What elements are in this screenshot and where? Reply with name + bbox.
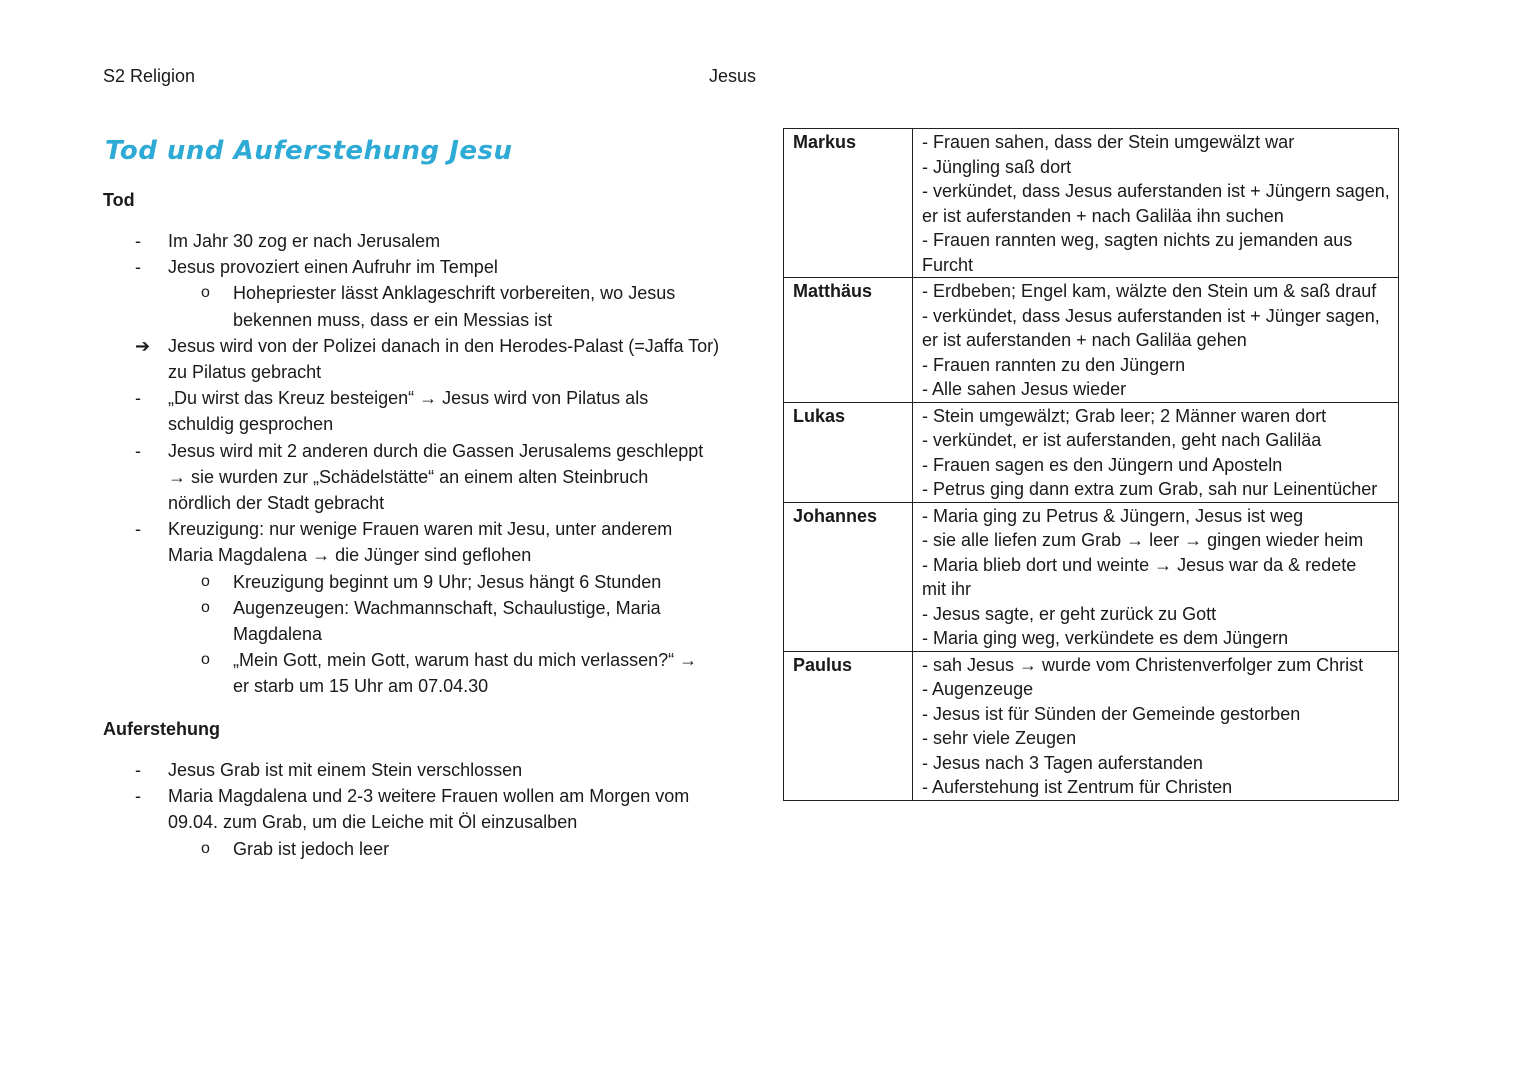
- gospel-row: [784, 502, 1399, 651]
- bullet-marker: -: [135, 440, 141, 461]
- gospel-description-line: - Maria ging weg, verkündete es dem Jüngern: [922, 628, 1289, 648]
- tod-line: [103, 385, 743, 411]
- gospel-row: [784, 402, 1399, 502]
- gospel-description: [913, 651, 1399, 800]
- gospel-comparison-table: [783, 128, 1399, 801]
- gospel-description-line: - Frauen sahen, dass der Stein umgewälzt war: [922, 132, 1295, 152]
- gospel-description-line: - Maria ging zu Petrus & Jüngern, Jesus ist weg: [922, 505, 1304, 526]
- gospel-description-line: - verkündet, dass Jesus auferstanden ist + Jünger sagen,: [922, 305, 1380, 326]
- gospel-description-line: - Jesus sagte, er geht zurück zu Gott: [922, 603, 1217, 624]
- gospel-description-line: - Frauen rannten weg, sagten nichts zu jemanden aus: [922, 230, 1353, 250]
- gospel-description-line: - sie alle liefen zum Grab → leer → gingen wieder heim: [922, 530, 1364, 550]
- gospel-name: Markus: [784, 129, 913, 278]
- tod-line: [103, 542, 743, 568]
- tod-line-text: „Mein Gott, mein Gott, warum hast du mich verlassen?“ →: [233, 650, 698, 671]
- auferstehung-heading: Auferstehung: [103, 719, 220, 739]
- tod-line-text: Jesus provoziert einen Aufruhr im Tempel: [168, 257, 498, 278]
- tod-line: [103, 411, 743, 437]
- gospel-description-line: - sah Jesus → wurde vom Christenverfolger zum Christ: [922, 654, 1364, 675]
- tod-line-text: „Du wirst das Kreuz besteigen“ → Jesus wird von Pilatus als: [168, 388, 649, 409]
- tod-line-text: Jesus wird mit 2 anderen durch die Gassen Jerusalems geschleppt: [168, 440, 704, 461]
- bullet-marker: ➔: [135, 335, 151, 356]
- gospel-description-line: - Frauen rannten zu den Jüngern: [922, 354, 1186, 375]
- gospel-description-line: - Petrus ging dann extra zum Grab, sah nur Leinentücher: [922, 479, 1378, 499]
- auferstehung-line: [103, 809, 743, 835]
- gospel-name: Paulus: [784, 651, 913, 800]
- tod-line-text: Kreuzigung: nur wenige Frauen waren mit Jesu, unter anderem: [168, 519, 673, 540]
- tod-line-text: bekennen muss, dass er ein Messias ist: [233, 309, 553, 330]
- auferstehung-line-text: Jesus Grab ist mit einem Stein verschlossen: [168, 760, 523, 780]
- bullet-marker: -: [135, 257, 141, 278]
- gospel-description: [913, 278, 1399, 403]
- bullet-marker: -: [135, 519, 141, 540]
- tod-line: [103, 228, 743, 254]
- bullet-marker: o: [201, 839, 210, 857]
- gospel-description: [913, 129, 1399, 278]
- gospel-row: [784, 129, 1399, 278]
- auferstehung-line-text: 09.04. zum Grab, um die Leiche mit Öl einzusalben: [168, 812, 578, 833]
- gospel-name: Johannes: [784, 502, 913, 651]
- gospel-description-line: - verkündet, dass Jesus auferstanden ist + Jüngern sagen,: [922, 181, 1390, 201]
- gospel-description: [913, 402, 1399, 502]
- gospel-row: [784, 651, 1399, 800]
- tod-line: [103, 673, 743, 699]
- gospel-name: Lukas: [784, 402, 913, 502]
- gospel-description-line: - Jesus nach 3 Tagen auferstanden: [922, 752, 1203, 773]
- tod-line-text: Kreuzigung beginnt um 9 Uhr; Jesus hängt 6 Stunden: [233, 571, 662, 592]
- tod-line-text: Hohepriester lässt Anklageschrift vorbereiten, wo Jesus: [233, 283, 676, 304]
- tod-line: [103, 569, 743, 595]
- gospel-description-line: er ist auferstanden + nach Galiläa ihn suchen: [922, 205, 1284, 226]
- tod-line: [103, 595, 743, 621]
- auferstehung-list: [103, 757, 743, 862]
- gospel-name: Matthäus: [784, 278, 913, 403]
- gospel-description-line: - Jüngling saß dort: [922, 156, 1072, 177]
- auferstehung-line: [103, 783, 743, 809]
- gospel-description-line: - Augenzeuge: [922, 679, 1034, 699]
- tod-line: [103, 464, 743, 490]
- tod-line-text: nördlich der Stadt gebracht: [168, 493, 385, 514]
- bullet-marker: o: [201, 284, 210, 302]
- bullet-marker: o: [201, 651, 210, 669]
- bullet-marker: -: [135, 786, 141, 807]
- gospel-description-line: - Erdbeben; Engel kam, wälzte den Stein um & saß drauf: [922, 281, 1377, 301]
- gospel-description-line: - verkündet, er ist auferstanden, geht nach Galiläa: [922, 430, 1322, 450]
- topic-label: Jesus: [709, 66, 757, 86]
- tod-line: [103, 254, 743, 280]
- auferstehung-line: [103, 836, 743, 862]
- gospel-description-line: - Maria blieb dort und weinte → Jesus war da & redete: [922, 554, 1357, 575]
- tod-line-text: Augenzeugen: Wachmannschaft, Schaulustige, Maria: [233, 597, 661, 618]
- auferstehung-line-text: Maria Magdalena und 2-3 weitere Frauen wollen am Morgen vom: [168, 786, 690, 807]
- auferstehung-line: [103, 757, 743, 783]
- tod-line: [103, 333, 743, 359]
- tod-line-text: er starb um 15 Uhr am 07.04.30: [233, 676, 489, 697]
- bullet-marker: -: [135, 231, 141, 251]
- tod-line: [103, 621, 743, 647]
- tod-line-text: zu Pilatus gebracht: [168, 362, 322, 383]
- tod-line-text: Magdalena: [233, 624, 323, 645]
- page-title: Tod und Auferstehung Jesu: [105, 136, 513, 166]
- tod-line: [103, 647, 743, 673]
- course-label: S2 Religion: [103, 66, 196, 86]
- bullet-marker: -: [135, 760, 141, 780]
- tod-line: [103, 280, 743, 306]
- gospel-description-line: - Alle sahen Jesus wieder: [922, 379, 1127, 399]
- gospel-description-line: mit ihr: [922, 579, 971, 599]
- tod-line-text: Im Jahr 30 zog er nach Jerusalem: [168, 231, 441, 251]
- auferstehung-line-text: Grab ist jedoch leer: [233, 838, 390, 859]
- tod-line: [103, 438, 743, 464]
- gospel-description-line: - Auferstehung ist Zentrum für Christen: [922, 777, 1233, 797]
- tod-line: [103, 516, 743, 542]
- gospel-description-line: - Frauen sagen es den Jüngern und Aposteln: [922, 454, 1283, 475]
- gospel-row: [784, 278, 1399, 403]
- gospel-description-line: - sehr viele Zeugen: [922, 728, 1077, 748]
- tod-line: [103, 490, 743, 516]
- tod-heading: Tod: [103, 190, 135, 210]
- tod-line-text: → sie wurden zur „Schädelstätte“ an einem alten Steinbruch: [168, 466, 649, 487]
- bullet-marker: o: [201, 598, 210, 616]
- gospel-description: [913, 502, 1399, 651]
- gospel-description-line: - Jesus ist für Sünden der Gemeinde gestorben: [922, 703, 1301, 724]
- tod-line-text: Maria Magdalena → die Jünger sind geflohen: [168, 545, 532, 566]
- tod-list: [103, 228, 743, 700]
- tod-line: [103, 307, 743, 333]
- tod-line: [103, 359, 743, 385]
- gospel-description-line: Furcht: [922, 254, 974, 275]
- tod-line-text: Jesus wird von der Polizei danach in den Herodes-Palast (=Jaffa Tor): [168, 335, 720, 356]
- tod-line-text: schuldig gesprochen: [168, 414, 334, 435]
- gospel-description-line: - Stein umgewälzt; Grab leer; 2 Männer waren dort: [922, 405, 1327, 426]
- bullet-marker: -: [135, 388, 141, 409]
- gospel-description-line: er ist auferstanden + nach Galiläa gehen: [922, 330, 1247, 350]
- bullet-marker: o: [201, 572, 210, 590]
